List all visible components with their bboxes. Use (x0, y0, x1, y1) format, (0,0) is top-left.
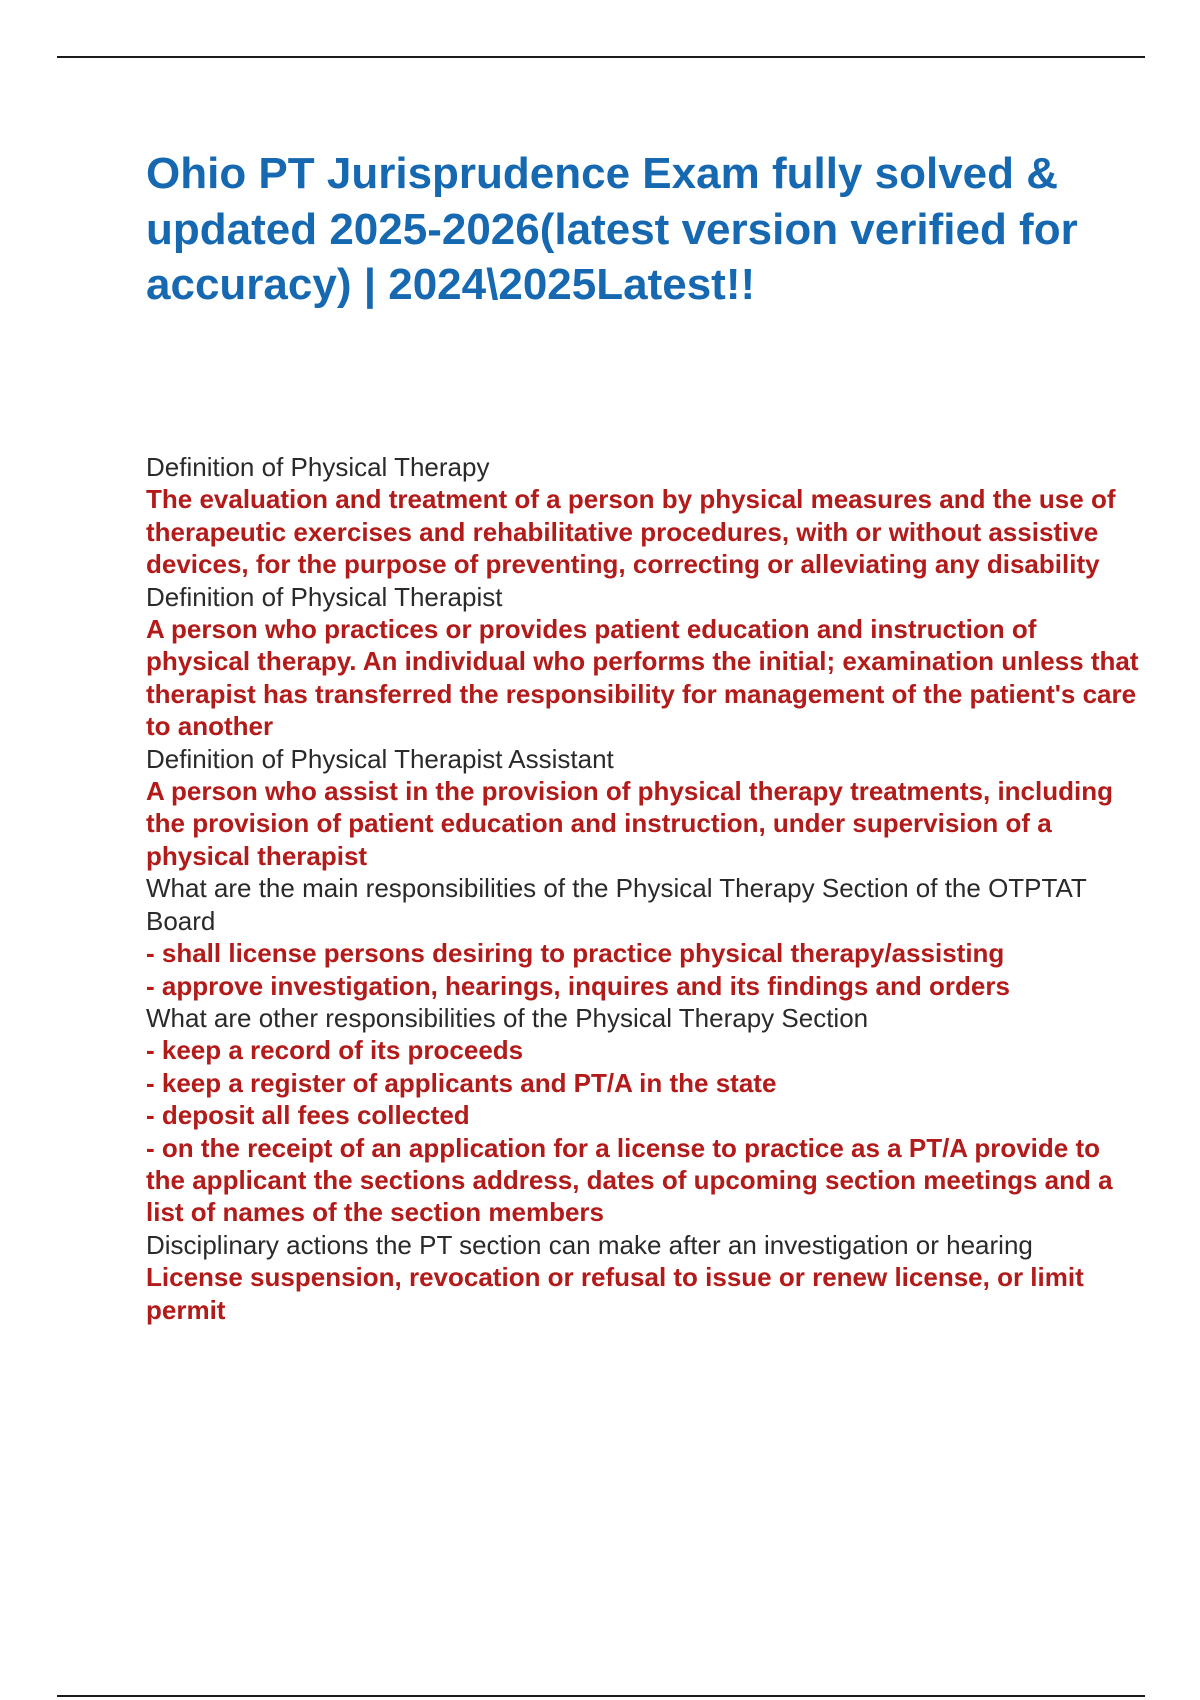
answer-line: - keep a record of its proceeds (146, 1035, 524, 1066)
question-text: Definition of Physical Therapist Assistant (146, 743, 614, 774)
question-text: Disciplinary actions the PT section can make after an investigation or hearing (146, 1229, 1033, 1260)
answer-text: A person who practices or provides patient education and instruction of physical therapy. An individual who performs the initial; examination unless that therapist has transferred the responsibility for management of the patient's care to another (146, 614, 1139, 742)
qa-item (146, 581, 1146, 743)
question-text: Definition of Physical Therapy (146, 452, 490, 482)
qa-item (146, 451, 1146, 581)
question-text: What are other responsibilities of the Physical Therapy Section (146, 1002, 869, 1033)
top-divider (57, 56, 1145, 58)
qa-item (146, 1229, 1146, 1326)
qa-item (146, 872, 1146, 1002)
answer-line: - shall license persons desiring to practice physical therapy/assisting (146, 938, 1005, 969)
document-title: Ohio PT Jurisprudence Exam fully solved & updated 2025-2026(latest version verified for accuracy) | 2024\2025Latest!! (146, 149, 1078, 309)
qa-item (146, 743, 1146, 873)
answer-text: A person who assist in the provision of physical therapy treatments, including the provision of patient education and instruction, under supervision of a physical therapist (146, 776, 1113, 871)
answer-line: - deposit all fees collected (146, 1100, 470, 1131)
answer-text: The evaluation and treatment of a person by physical measures and the use of therapeutic exercises and rehabilitative procedures, with or without assistive devices, for the purpose of preventing, correcting or alleviating any disability (146, 484, 1116, 580)
flashcard-list (146, 451, 1146, 1326)
answer-line: - on the receipt of an application for a license to practice as a PT/A provide to the applicant the sections address, dates of upcoming section meetings and a list of names of the section members (146, 1132, 1113, 1228)
qa-item (146, 1002, 1146, 1229)
question-text: What are the main responsibilities of the Physical Therapy Section of the OTPTAT Board (146, 873, 1087, 936)
bottom-divider (57, 1695, 1145, 1697)
answer-line: - keep a register of applicants and PT/A in the state (146, 1067, 777, 1098)
question-text: Definition of Physical Therapist (146, 581, 503, 612)
answer-text: License suspension, revocation or refusal to issue or renew license, or limit permit (146, 1262, 1084, 1325)
answer-line: - approve investigation, hearings, inquires and its findings and orders (146, 970, 1010, 1001)
